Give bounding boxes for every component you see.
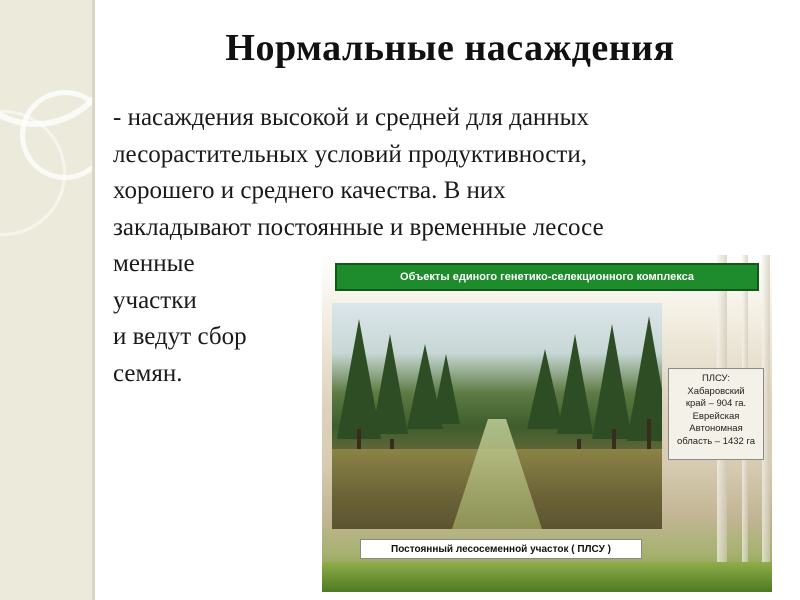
slide-body-text: - насаждения высокой и средней для данных лесорастительных условий продуктивности, хорошего и среднего качества. В них закладывают постоянные и временные лесосе менные участки и ведут сбор семян. bbox=[113, 104, 604, 387]
grass-strip bbox=[322, 562, 772, 592]
plsu-info-box bbox=[668, 368, 764, 460]
info-line: край – 904 га. bbox=[685, 398, 747, 409]
info-line: область – 1432 га bbox=[676, 435, 756, 447]
pine-tree bbox=[432, 354, 460, 424]
pine-stand-photo bbox=[332, 303, 662, 529]
info-line: Автономная bbox=[689, 423, 743, 434]
decorative-sidebar bbox=[0, 0, 95, 600]
pine-tree bbox=[372, 334, 408, 434]
slide-title: Нормальные насаждения bbox=[225, 27, 675, 69]
info-line: ПЛСУ: bbox=[701, 373, 731, 384]
photo-banner: Объекты единого генетико-селекционного комплекса bbox=[335, 263, 759, 291]
pine-tree bbox=[592, 324, 632, 439]
photo-caption: Постоянный лесосеменной участок ( ПЛСУ ) bbox=[360, 539, 642, 559]
pine-tree bbox=[627, 316, 662, 441]
pine-tree bbox=[557, 334, 593, 434]
forest-photo bbox=[322, 255, 772, 592]
info-line: Еврейская bbox=[692, 410, 740, 422]
sidebar-divider bbox=[92, 0, 95, 600]
info-line: Хабаровский bbox=[687, 385, 745, 397]
